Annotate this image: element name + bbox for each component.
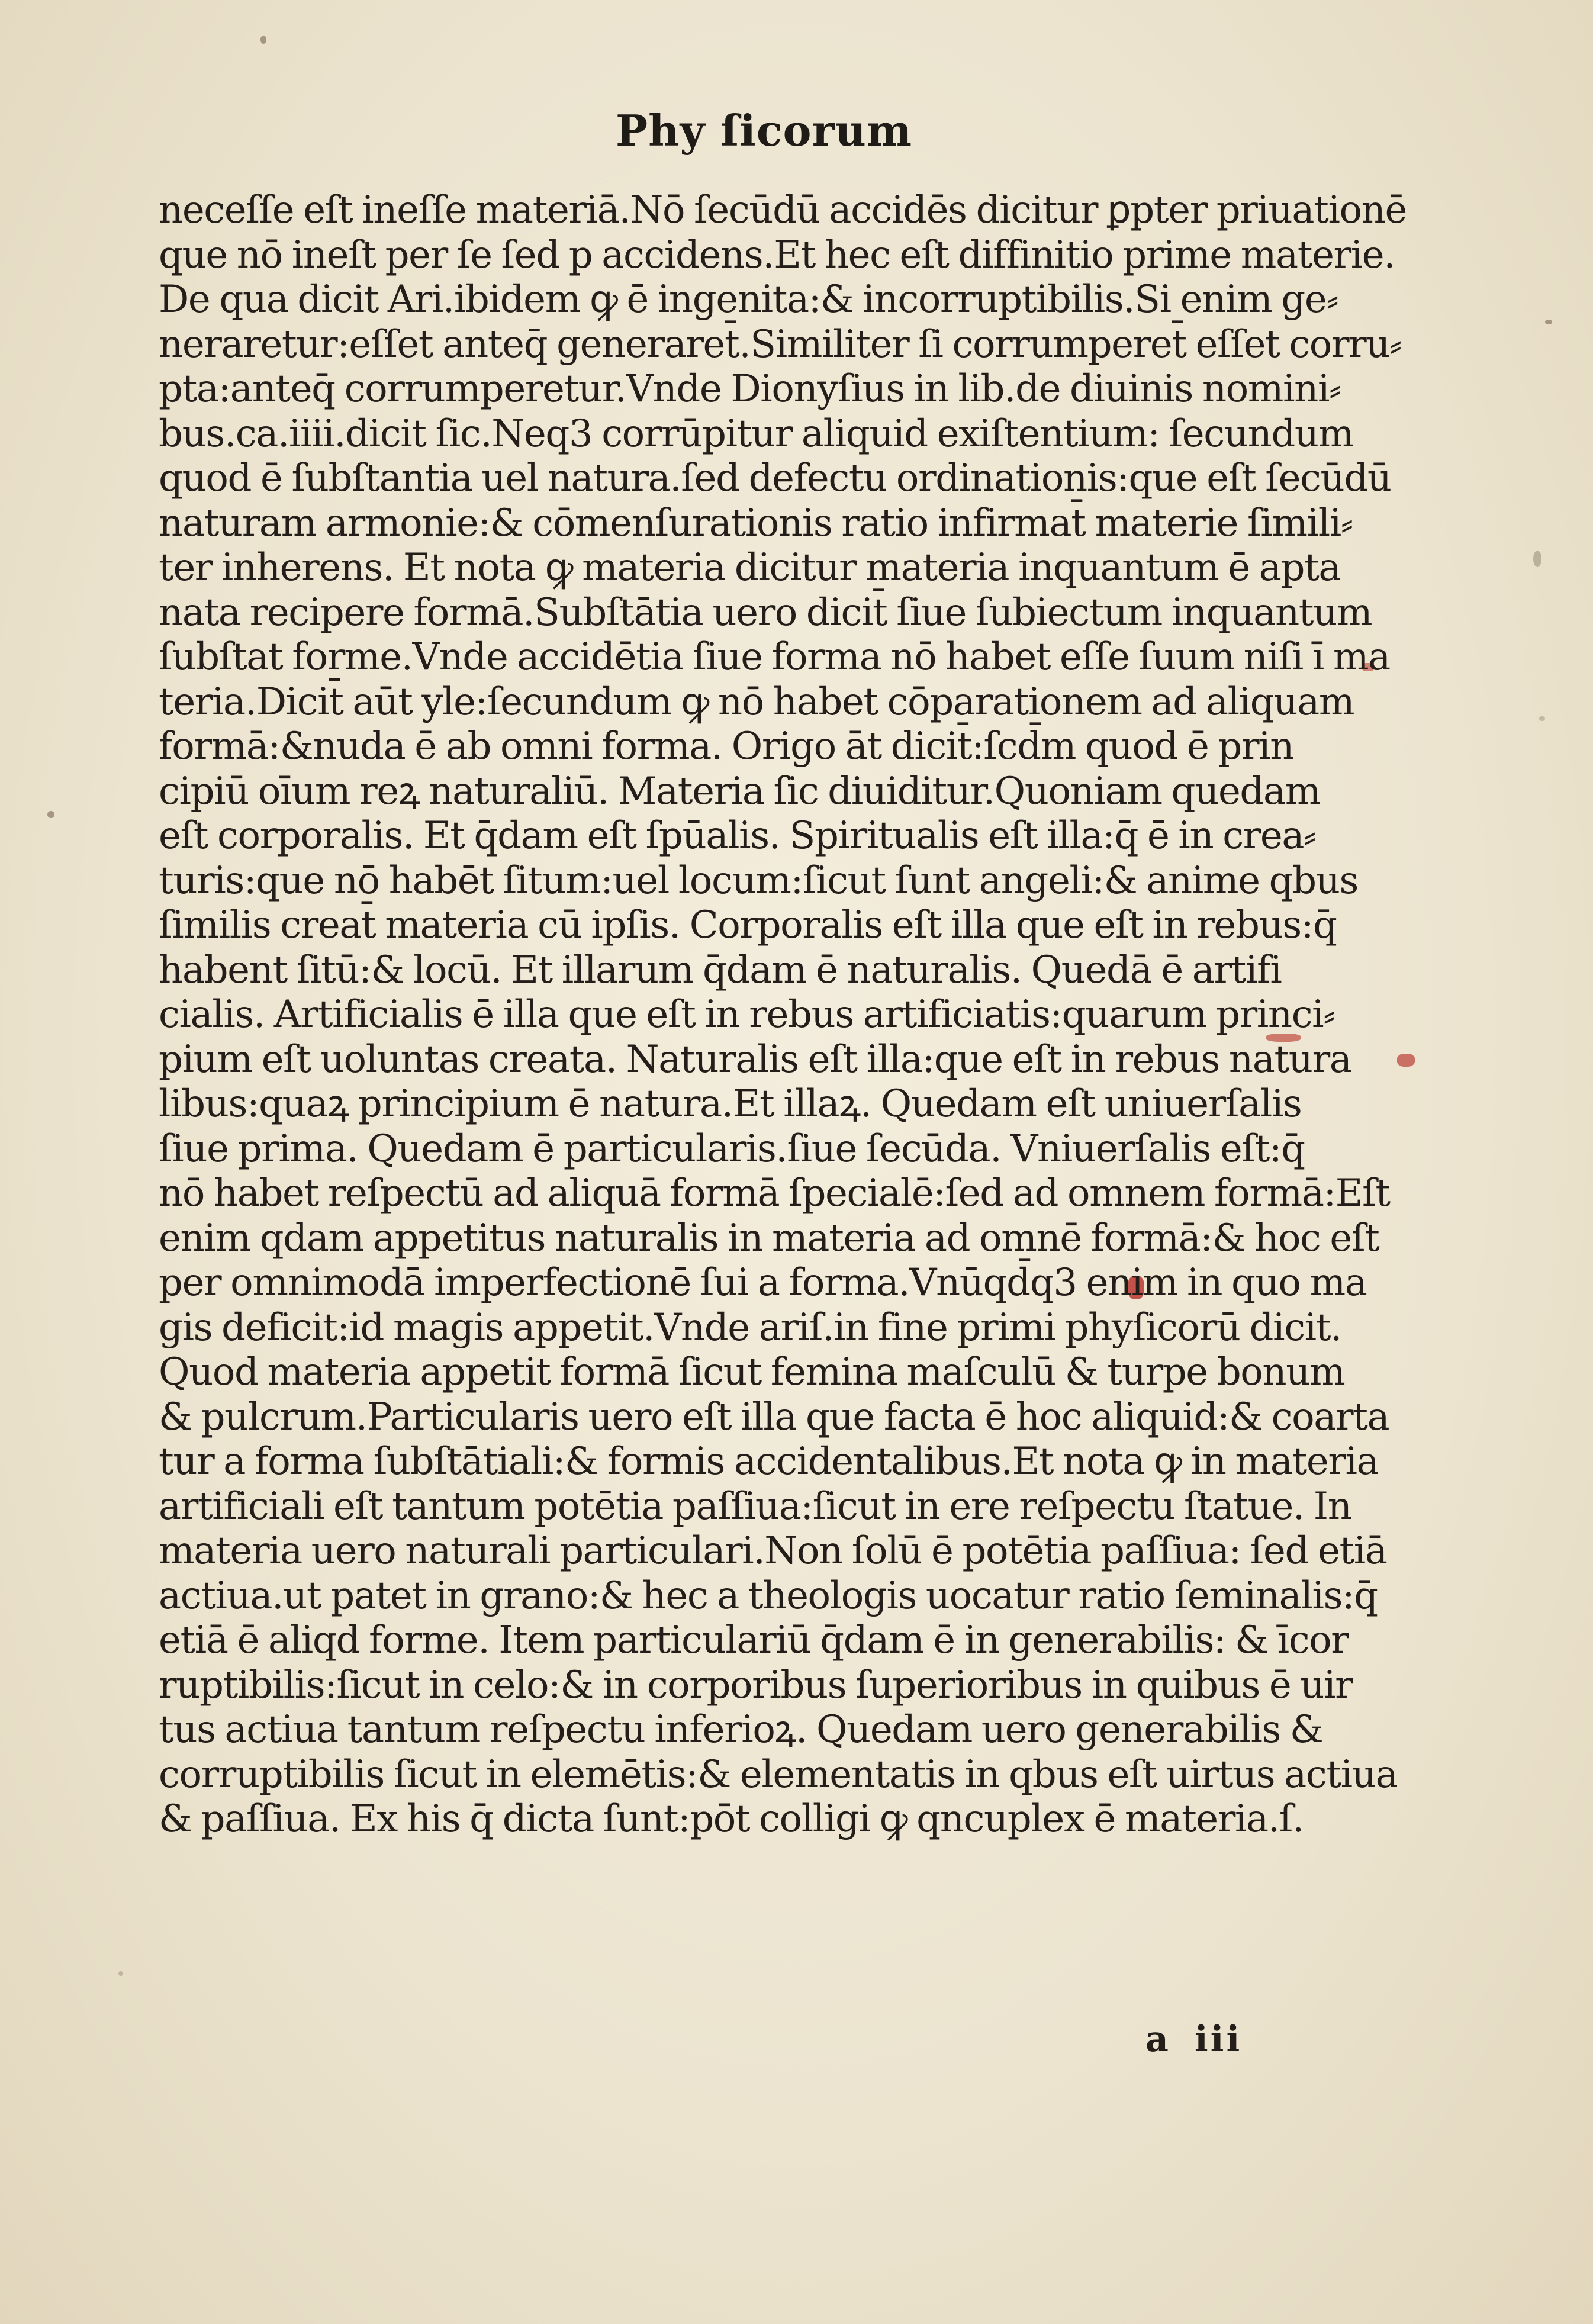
ink-speck <box>118 1971 123 1976</box>
text-line: gis deficit:id magis appetit.Vnde ariſ.in fine primi phyſicorū dicit. <box>159 1305 1341 1350</box>
signature-mark <box>1145 2019 1242 2060</box>
text-line: formā:&nuda ē ab omni forma. Origo āt dicit̄:ſcd̄m quod ē prin <box>159 725 1294 768</box>
ink-speck <box>1533 551 1541 567</box>
text-line: materia uero naturali particulari.Non ſolū ē potētia paſſiua: ſed etiā <box>159 1529 1387 1573</box>
text-line: cipiū oīum reꝝ naturaliū. Materia ſic diuiditur.Quoniam quedam <box>159 769 1321 813</box>
text-line: pta:anteq̄ corrumperetur.Vnde Dionyſius in lib.de diuinis nomini⸗ <box>159 367 1341 411</box>
text-line: libus:quaꝝ principium ē natura.Et illaꝝ. Quedam eſt uniuerſalis <box>159 1082 1302 1126</box>
text-line: habent ſitū:& locū. Et illarum q̄dam ē naturalis. Quedā ē artifi <box>159 948 1282 992</box>
text-line: Quod materia appetit formā ſicut femina maſculū & turpe bonum <box>159 1350 1345 1394</box>
text-line: artificiali eſt tantum potētia paſſiua:ſicut in ere reſpectu ſtatue. In <box>159 1484 1351 1528</box>
text-line: tus actiua tantum reſpectu inferioꝝ. Quedam uero generabilis & <box>159 1708 1323 1752</box>
text-line: que nō ineſt per ſe ſed p accidens.Et hec eſt diffinitio prime materie. <box>159 233 1395 277</box>
text-line: nata recipere formā.Subſtātia uero dicit̄ ſiue ſubiectum inquantum <box>159 590 1372 635</box>
ink-speck <box>1545 320 1552 324</box>
text-line: cialis. Artificialis ē illa que eſt in rebus artificiatis:quarum princi⸗ <box>159 993 1335 1037</box>
text-line: per omnimodā imperfectionē ſui a forma.Vnūqd̄q3 enim in quo ma <box>159 1261 1367 1305</box>
body-text <box>159 188 1431 1842</box>
signature-letter: a <box>1145 2019 1171 2060</box>
text-line: quod ē ſubſtantia uel natura.ſed defectu ordinationis:que eſt ſecūdū <box>159 456 1391 500</box>
ink-speck <box>1539 716 1545 721</box>
text-line: etiā ē aliqd forme. Item particulariū q̄dam ē in generabilis: & īcor <box>159 1618 1349 1662</box>
text-line: ruptibilis:ſicut in celo:& in corporibus ſuperioribus in quibus ē uir <box>159 1663 1353 1707</box>
text-line: naturam armonie:& cōmenſurationis ratio infirmat̄ materie ſimili⸗ <box>159 501 1353 545</box>
ink-speck <box>47 811 54 818</box>
text-line: & paſſiua. Ex his q̄ dicta ſunt:pōt colligi ꝙ qncuplex ē materia.ſ. <box>159 1797 1304 1841</box>
text-line: bus.ca.iiii.dicit ſic.Neq3 corrūpitur aliquid exiſtentium: ſecundum <box>159 411 1354 456</box>
text-line: neraretur:eſſet anteq̄ generaret̄.Similiter ſi corrumperet̄ eſſet corru⸗ <box>159 322 1402 366</box>
text-line: ſubſtat forme.Vnde accidētia ſiue forma nō habet eſſe ſuum niſi ī ma <box>159 635 1390 679</box>
text-line: ſimilis creat̄ materia cū ipſis. Corporalis eſt illa que eſt in rebus:q̄ <box>159 903 1337 947</box>
text-line: pium eſt uoluntas creata. Naturalis eſt illa:que eſt in rebus natura <box>159 1037 1351 1081</box>
text-line: ter inherens. Et nota ꝙ materia dicitur materia inquantum ē apta <box>159 546 1341 590</box>
text-line: De qua dicit Ari.ibidem ꝙ ē ingenita:& incorruptibilis.Si enim ge⸗ <box>159 278 1338 321</box>
running-header: Phy ſicorum <box>616 105 913 156</box>
text-line: teria.Dicit̄ aūt yle:ſecundum ꝙ nō habet cōparationem ad aliquam <box>159 680 1354 724</box>
text-line: corruptibilis ſicut in elemētis:& elementatis in qbus eſt uirtus actiua <box>159 1752 1398 1797</box>
text-line: neceſſe eſt ineſſe materiā.Nō ſecūdū accidēs dicitur ꝑpter priuationē <box>159 188 1407 232</box>
ink-speck <box>260 36 266 44</box>
text-line: eſt corporalis. Et q̄dam eſt ſpūalis. Spiritualis eſt illa:q̄ ē in crea⸗ <box>159 814 1316 858</box>
text-line: tur a forma ſubſtātiali:& formis accidentalibus.Et nota ꝙ in materia <box>159 1440 1379 1483</box>
text-line: ſiue prima. Quedam ē particularis.ſiue ſecūda. Vniuerſalis eſt:q̄ <box>159 1126 1305 1171</box>
text-line: nō habet reſpectū ad aliquā formā ſpecialē:ſed ad omnem formā:Eſt <box>159 1171 1390 1215</box>
signature-numeral: iii <box>1194 2019 1243 2060</box>
text-line: actiua.ut patet in grano:& hec a theologis uocatur ratio ſeminalis:q̄ <box>159 1573 1378 1618</box>
text-line: enim qdam appetitus naturalis in materia ad omnē formā:& hoc eſt <box>159 1216 1379 1260</box>
text-line: turis:que nō habēt ſitum:uel locum:ſicut ſunt angeli:& anime qbus <box>159 858 1359 903</box>
text-line: & pulcrum.Particularis uero eſt illa que facta ē hoc aliquid:& coarta <box>159 1395 1389 1439</box>
